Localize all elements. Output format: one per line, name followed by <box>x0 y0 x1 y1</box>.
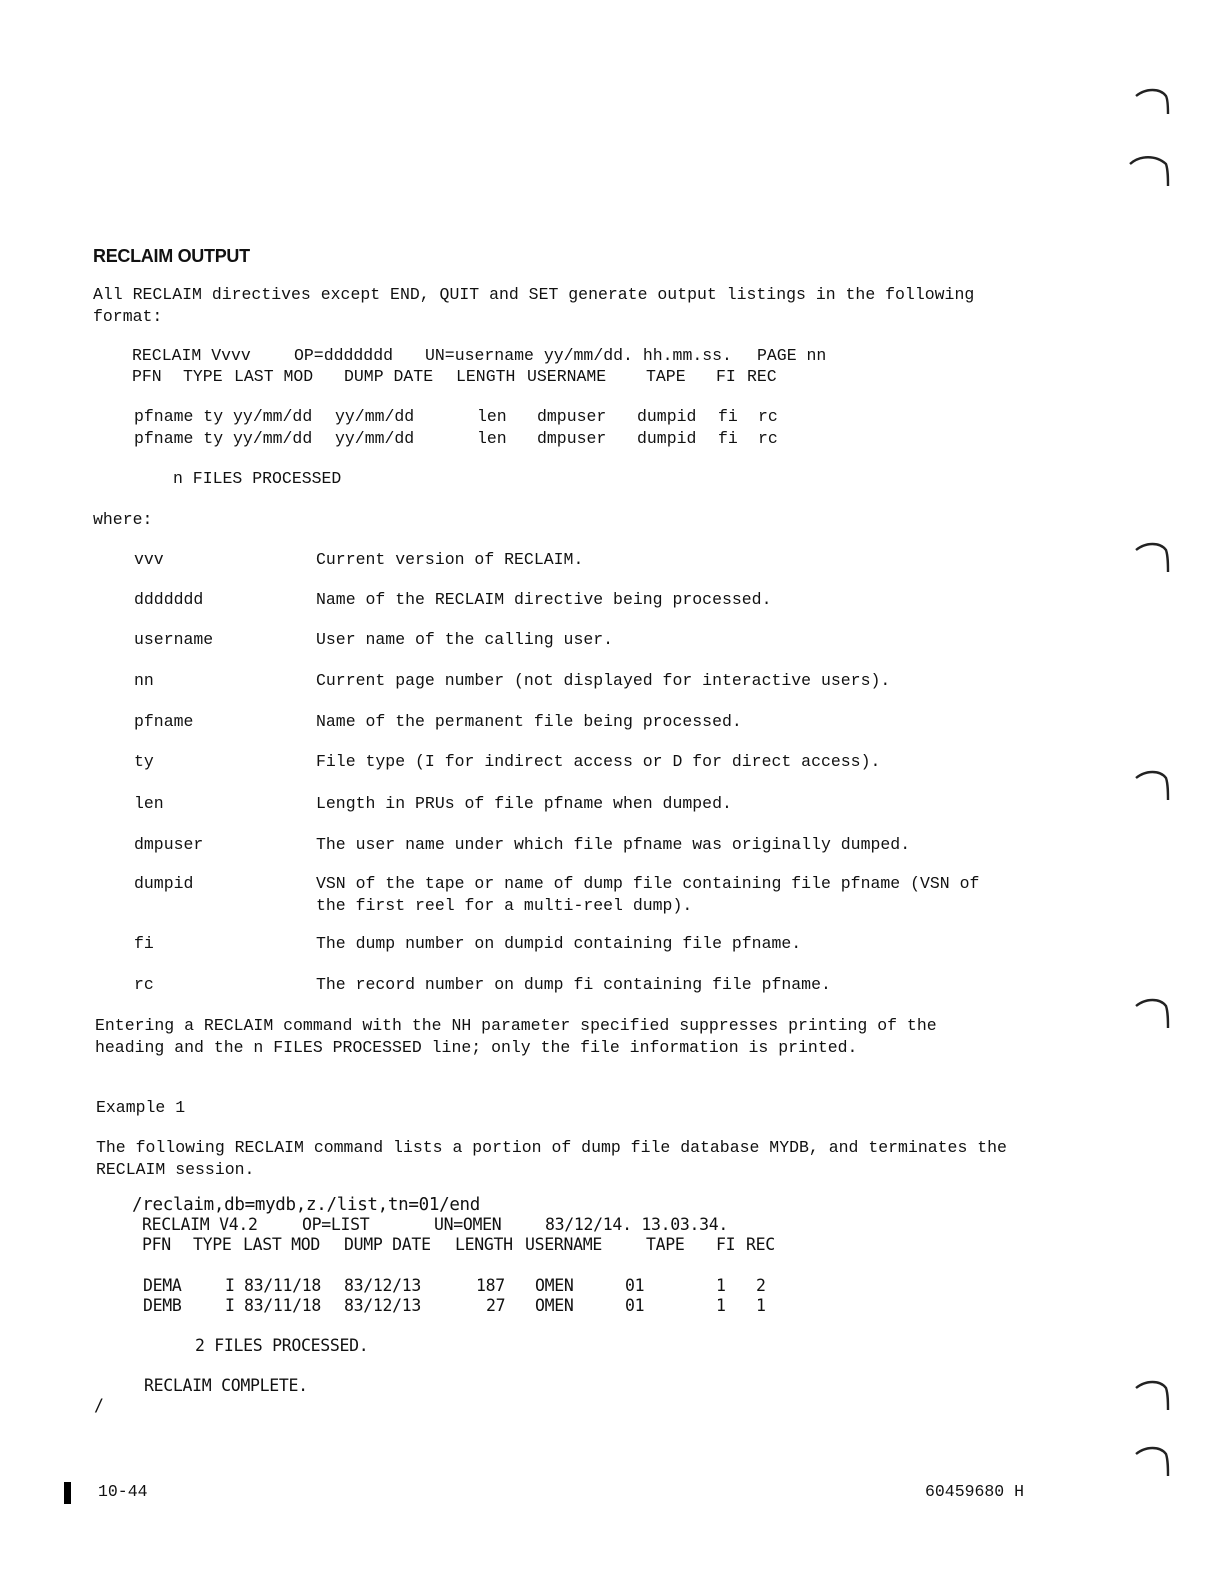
binder-hole-mark <box>1134 996 1174 1032</box>
example-complete: RECLAIM COMPLETE. <box>144 1376 308 1395</box>
format-row-username: dmpuser <box>537 429 607 448</box>
document-number: 60459680 H <box>925 1482 1025 1501</box>
example-row-pfn: DEMA <box>143 1276 182 1295</box>
format-row-fi: fi <box>718 407 738 426</box>
format-row-fi: fi <box>718 429 738 448</box>
example-row-fi: 1 <box>716 1296 726 1315</box>
page-number: 10-44 <box>98 1482 148 1501</box>
format-row-rec: rc <box>758 429 778 448</box>
definition-text: The user name under which file pfname was originally dumped. <box>316 835 911 854</box>
definition-term: pfname <box>134 712 194 731</box>
format-row-username: dmpuser <box>537 407 607 426</box>
example-desc-line-1: The following RECLAIM command lists a portion of dump file database MYDB, and terminates the <box>96 1138 1007 1157</box>
intro-line-2: format: <box>93 307 163 326</box>
example-op: OP=LIST <box>302 1215 370 1234</box>
nh-note-line-1: Entering a RECLAIM command with the NH parameter specified suppresses printing of the <box>95 1016 937 1035</box>
example-row-tape: 01 <box>625 1296 645 1315</box>
example-col-type: TYPE <box>193 1235 232 1254</box>
definition-text: Current page number (not displayed for interactive users). <box>316 671 891 690</box>
example-row-dump-date: 83/12/13 <box>344 1296 422 1315</box>
example-un: UN=OMEN <box>434 1215 502 1234</box>
definition-text: Length in PRUs of file pfname when dumped. <box>316 794 732 813</box>
format-row-rec: rc <box>758 407 778 426</box>
example-row-username: OMEN <box>535 1296 574 1315</box>
example-col-dump-date: DUMP DATE <box>344 1235 431 1254</box>
format-col-tape: TAPE <box>646 367 686 386</box>
format-page: PAGE nn <box>757 346 827 365</box>
definition-term: nn <box>134 671 154 690</box>
definition-text: The record number on dump fi containing file pfname. <box>316 975 831 994</box>
definition-text: The dump number on dumpid containing file pfname. <box>316 934 802 953</box>
example-desc-line-2: RECLAIM session. <box>96 1160 255 1179</box>
definition-term: fi <box>134 934 154 953</box>
format-row-length: len <box>477 429 507 448</box>
binder-hole-mark <box>1128 152 1174 188</box>
format-row-pfname: pfname ty yy/mm/dd <box>134 407 313 426</box>
binder-hole-mark <box>1134 86 1174 118</box>
example-col-rec: REC <box>746 1235 775 1254</box>
intro-line-1: All RECLAIM directives except END, QUIT and SET generate output listings in the following <box>93 285 975 304</box>
format-footer: n FILES PROCESSED <box>173 469 342 488</box>
binder-hole-mark <box>1134 1378 1174 1414</box>
example-col-pfn: PFN <box>142 1235 171 1254</box>
example-row-type: I <box>225 1276 235 1295</box>
format-un: UN=username yy/mm/dd. hh.mm.ss. <box>425 346 732 365</box>
example-row-type: I <box>225 1296 235 1315</box>
definition-term: rc <box>134 975 154 994</box>
where-label: where: <box>93 510 153 529</box>
example-col-username: USERNAME <box>525 1235 603 1254</box>
format-row-pfname: pfname ty yy/mm/dd <box>134 429 313 448</box>
definition-term: ty <box>134 752 154 771</box>
definition-text: VSN of the tape or name of dump file containing file pfname (VSN of <box>316 874 980 893</box>
definition-text: User name of the calling user. <box>316 630 614 649</box>
definition-term: username <box>134 630 214 649</box>
example-program: RECLAIM V4.2 <box>142 1215 258 1234</box>
format-col-rec: REC <box>747 367 777 386</box>
example-label: Example 1 <box>96 1098 186 1117</box>
example-col-tape: TAPE <box>646 1235 685 1254</box>
format-row-length: len <box>477 407 507 426</box>
format-row-dump-date: yy/mm/dd <box>335 429 415 448</box>
format-col-length: LENGTH <box>456 367 516 386</box>
definition-text: Current version of RECLAIM. <box>316 550 584 569</box>
format-row-tape: dumpid <box>637 407 697 426</box>
binder-hole-mark <box>1134 768 1174 804</box>
example-row-last-mod: 83/11/18 <box>244 1276 322 1295</box>
format-col-last-mod: LAST MOD <box>234 367 314 386</box>
definition-text: Name of the RECLAIM directive being processed. <box>316 590 772 609</box>
example-row-length: 187 <box>476 1276 505 1295</box>
definition-text: File type (I for indirect access or D for direct access). <box>316 752 881 771</box>
example-row-rec: 2 <box>756 1276 766 1295</box>
format-col-username: USERNAME <box>527 367 607 386</box>
definition-term: dmpuser <box>134 835 204 854</box>
example-row-username: OMEN <box>535 1276 574 1295</box>
definition-term: ddddddd <box>134 590 204 609</box>
binder-hole-mark <box>1134 1444 1174 1480</box>
example-command: /reclaim,db=mydb,z./list,tn=01/end <box>132 1195 481 1215</box>
example-row-last-mod: 83/11/18 <box>244 1296 322 1315</box>
definition-term: vvv <box>134 550 164 569</box>
example-col-fi: FI <box>716 1235 736 1254</box>
example-files-processed: 2 FILES PROCESSED. <box>195 1336 369 1355</box>
format-op: OP=ddddddd <box>294 346 394 365</box>
definition-term: dumpid <box>134 874 194 893</box>
binder-hole-mark <box>1134 540 1174 576</box>
format-col-pfn: PFN <box>132 367 162 386</box>
nh-note-line-2: heading and the n FILES PROCESSED line; only the file information is printed. <box>95 1038 858 1057</box>
definition-text: Name of the permanent file being processed. <box>316 712 742 731</box>
example-date-time: 83/12/14. 13.03.34. <box>545 1215 729 1234</box>
format-col-fi: FI <box>716 367 736 386</box>
section-title: RECLAIM OUTPUT <box>93 246 250 266</box>
example-col-length: LENGTH <box>455 1235 513 1254</box>
format-col-type: TYPE <box>183 367 223 386</box>
example-row-length: 27 <box>486 1296 506 1315</box>
format-row-dump-date: yy/mm/dd <box>335 407 415 426</box>
example-row-rec: 1 <box>756 1296 766 1315</box>
format-row-tape: dumpid <box>637 429 697 448</box>
format-col-dump-date: DUMP DATE <box>344 367 434 386</box>
format-program: RECLAIM Vvvv <box>132 346 251 365</box>
definition-text: the first reel for a multi-reel dump). <box>316 896 693 915</box>
example-row-dump-date: 83/12/13 <box>344 1276 422 1295</box>
example-col-last-mod: LAST MOD <box>243 1235 321 1254</box>
example-row-fi: 1 <box>716 1276 726 1295</box>
example-row-tape: 01 <box>625 1276 645 1295</box>
definition-term: len <box>134 794 164 813</box>
example-row-pfn: DEMB <box>143 1296 182 1315</box>
example-prompt: / <box>94 1396 104 1415</box>
change-bar <box>64 1482 71 1504</box>
